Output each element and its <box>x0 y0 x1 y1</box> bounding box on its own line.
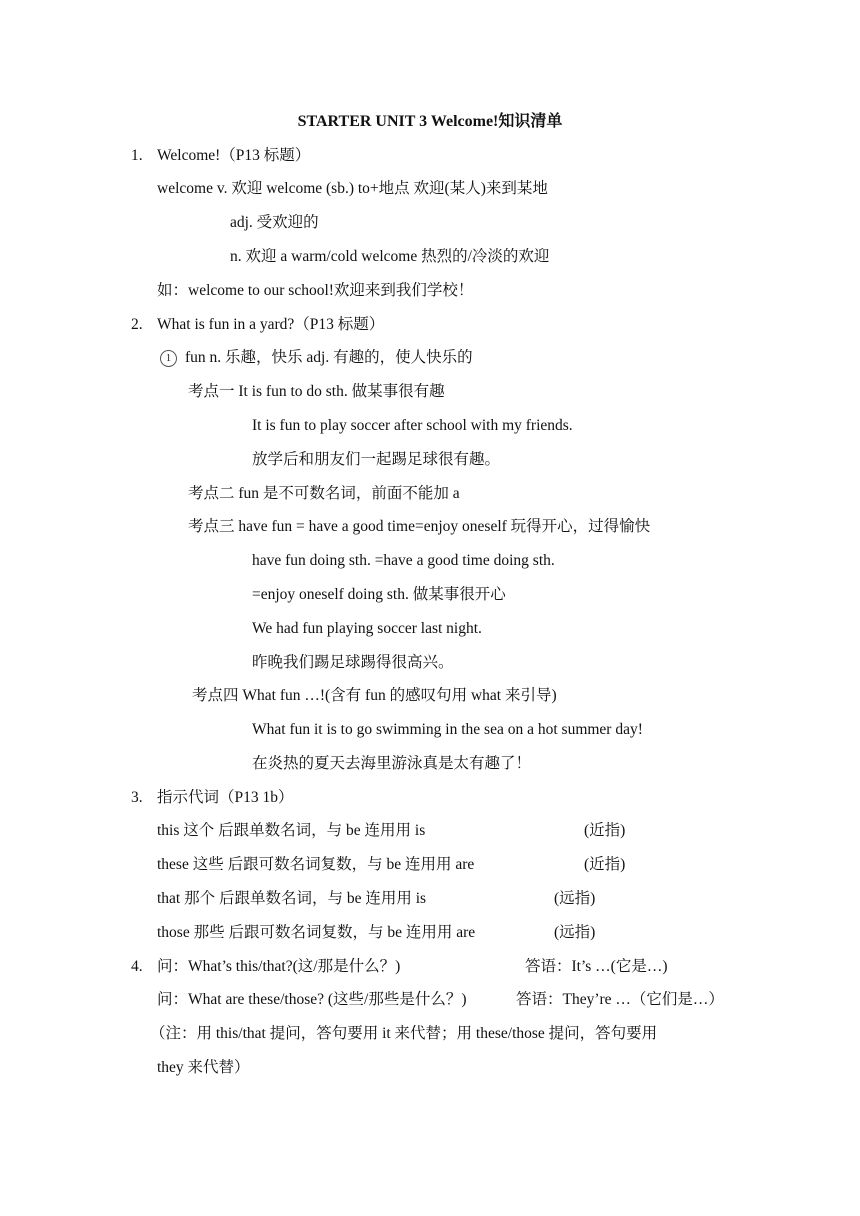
point-4-example-zh: 在炎热的夏天去海里游泳真是太有趣了！ <box>252 755 532 772</box>
point-3-line-b: =enjoy oneself doing sth. 做某事很开心 <box>252 586 506 603</box>
pronoun-tag-those: (远指) <box>554 924 596 941</box>
point-3-example-en: We had fun playing soccer last night. <box>252 620 482 637</box>
point-3: 考点三 have fun = have a good time=enjoy oneself 玩得开心，过得愉快 <box>188 518 651 535</box>
document-title: STARTER UNIT 3 Welcome!知识清单 <box>297 113 563 130</box>
section-2-heading: What is fun in a yard?（P13 标题） <box>157 316 385 333</box>
section-2-line-1 <box>160 347 473 369</box>
point-2: 考点二 fun 是不可数名词，前面不能加 a <box>188 485 460 502</box>
section-1-example: 如：welcome to our school!欢迎来到我们学校！ <box>157 282 474 299</box>
point-3-line-a: have fun doing sth. =have a good time doing sth. <box>252 552 555 569</box>
pronoun-tag-these: (近指) <box>584 856 626 873</box>
question-2: 问：What are these/those? (这些/那些是什么？) <box>157 991 467 1008</box>
section-1-line-2: adj. 受欢迎的 <box>230 214 319 231</box>
point-1-example-en: It is fun to play soccer after school with my friends. <box>252 417 573 434</box>
circled-number: 1 <box>160 350 177 367</box>
section-1-line-1: welcome v. 欢迎 welcome (sb.) to+地点 欢迎(某人)来到某地 <box>157 180 548 197</box>
pronoun-tag-that: (远指) <box>554 890 596 907</box>
section-1-line-3: n. 欢迎 a warm/cold welcome 热烈的/冷淡的欢迎 <box>230 248 550 265</box>
pronoun-row-those: those 那些 后跟可数名词复数，与 be 连用用 are <box>157 924 476 941</box>
question-1: 问：What’s this/that?(这/那是什么？) <box>157 958 401 975</box>
point-1: 考点一 It is fun to do sth. 做某事很有趣 <box>188 383 445 400</box>
pronoun-row-this: this 这个 后跟单数名词，与 be 连用用 is <box>157 822 426 839</box>
section-1-number: 1. <box>131 147 143 164</box>
pronoun-row-that: that 那个 后跟单数名词，与 be 连用用 is <box>157 890 427 907</box>
pronoun-tag-this: (近指) <box>584 822 626 839</box>
fun-definition: fun n. 乐趣，快乐 adj. 有趣的，使人快乐的 <box>185 349 473 366</box>
pronoun-row-these: these 这些 后跟可数名词复数，与 be 连用用 are <box>157 856 475 873</box>
section-3-number: 3. <box>131 789 143 806</box>
section-2-number: 2. <box>131 316 143 333</box>
note-line-1: （注：用 this/that 提问，答句要用 it 来代替；用 these/those 提问，答句要用 <box>150 1025 658 1042</box>
section-4-number: 4. <box>131 958 143 975</box>
answer-1: 答语：It’s …(它是…) <box>525 958 668 975</box>
section-3-heading: 指示代词（P13 1b） <box>157 789 294 806</box>
point-3-example-zh: 昨晚我们踢足球踢得很高兴。 <box>252 654 454 671</box>
point-4-example-en: What fun it is to go swimming in the sea on a hot summer day! <box>252 721 643 738</box>
point-4: 考点四 What fun …!(含有 fun 的感叹句用 what 来引导) <box>192 687 557 704</box>
note-line-2: they 来代替） <box>157 1059 250 1076</box>
point-1-example-zh: 放学后和朋友们一起踢足球很有趣。 <box>252 451 501 468</box>
section-1-heading: Welcome!（P13 标题） <box>157 147 311 164</box>
answer-2: 答语：They’re …（它们是…） <box>516 991 724 1008</box>
